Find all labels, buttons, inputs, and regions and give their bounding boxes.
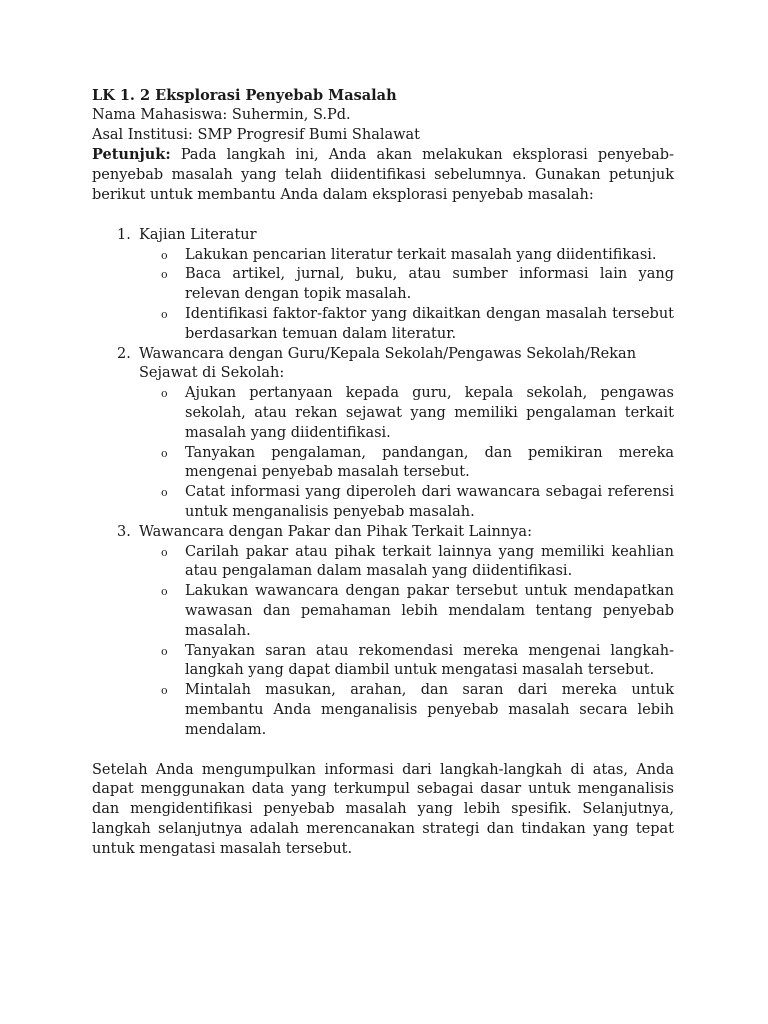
bullet-icon: o (161, 684, 168, 698)
conclusion-paragraph: Setelah Anda mengumpulkan informasi dari langkah-langkah di atas, Anda dapat menggunakan data yang terkumpul sebagai dasar untuk menganalisis dan mengidentifikasi penyebab masalah yang lebih spesifik. Selanjutnya, langkah selanjutnya adalah merencanakan strategi dan tindakan yang tepat untuk mengatasi masalah tersebut. (92, 761, 674, 857)
step-title: Wawancara dengan Guru/Kepala Sekolah/Pengawas Sekolah/Rekan Sejawat di Sekolah: (139, 345, 637, 382)
step-subitems (139, 246, 674, 345)
list-item (139, 642, 674, 682)
step-number: 3. (117, 523, 131, 540)
list-item (139, 444, 674, 484)
bullet-icon: o (161, 585, 168, 599)
list-item-text: Carilah pakar atau pihak terkait lainnya yang memiliki keahlian atau pengalaman dalam masalah yang diidentifikasi. (185, 543, 674, 580)
list-item (139, 543, 674, 583)
bullet-icon: o (161, 387, 168, 401)
step-number: 2. (117, 345, 131, 362)
list-item (139, 582, 674, 641)
steps-list (92, 226, 674, 741)
institution-name: Asal Institusi: SMP Progresif Bumi Shalawat (92, 126, 420, 143)
list-item (139, 483, 674, 523)
list-item (139, 384, 674, 443)
bullet-icon: o (161, 248, 168, 262)
list-item-text: Ajukan pertanyaan kepada guru, kepala sekolah, pengawas sekolah, atau rekan sejawat yang memiliki pengalaman terkait masalah yang diidentifikasi. (185, 385, 674, 441)
list-item-text: Catat informasi yang diperoleh dari wawancara sebagai referensi untuk menganalisis penyebab masalah. (185, 484, 674, 520)
spacer (92, 741, 674, 761)
document-page (92, 86, 674, 859)
list-item-text: Baca artikel, jurnal, buku, atau sumber informasi lain yang relevan dengan topik masalah. (185, 266, 674, 303)
instructions-label: Petunjuk: (92, 146, 171, 164)
document-title: LK 1. 2 Eksplorasi Penyebab Masalah (92, 87, 397, 104)
list-item (139, 265, 674, 305)
list-item-text: Mintalah masukan, arahan, dan saran dari mereka untuk membantu Anda menganalisis penyebab masalah secara lebih mendalam. (185, 682, 674, 738)
bullet-icon: o (161, 446, 168, 460)
bullet-icon: o (161, 545, 168, 559)
step-subitems (139, 384, 674, 523)
list-item-text: Identifikasi faktor-faktor yang dikaitkan dengan masalah tersebut berdasarkan temuan dalam literatur. (185, 305, 674, 342)
step-number: 1. (117, 226, 131, 243)
list-item (139, 305, 674, 345)
step-title: Kajian Literatur (139, 226, 257, 243)
instructions-paragraph (92, 145, 674, 205)
bullet-icon: o (161, 307, 168, 321)
instructions-text: Pada langkah ini, Anda akan melakukan eksplorasi penyebab-penyebab masalah yang telah diidentifikasi sebelumnya. Gunakan petunjuk berikut untuk membantu Anda dalam eksplorasi penyebab masalah: (92, 147, 674, 203)
bullet-icon: o (161, 486, 168, 500)
list-item (139, 681, 674, 740)
step-item (92, 226, 674, 345)
list-item (139, 246, 674, 266)
spacer (92, 206, 674, 226)
step-subitems (139, 543, 674, 741)
list-item-text: Lakukan wawancara dengan pakar tersebut untuk mendapatkan wawasan dan pemahaman lebih mendalam tentang penyebab masalah. (185, 583, 674, 639)
bullet-icon: o (161, 268, 168, 282)
list-item-text: Tanyakan saran atau rekomendasi mereka mengenai langkah-langkah yang dapat diambil untuk mengatasi masalah tersebut. (185, 642, 674, 679)
student-name: Nama Mahasiswa: Suhermin, S.Pd. (92, 106, 351, 123)
bullet-icon: o (161, 644, 168, 658)
list-item-text: Tanyakan pengalaman, pandangan, dan pemikiran mereka mengenai penyebab masalah tersebut. (185, 444, 674, 481)
step-item (92, 345, 674, 523)
list-item-text: Lakukan pencarian literatur terkait masalah yang diidentifikasi. (185, 246, 657, 263)
step-item (92, 523, 674, 741)
step-title: Wawancara dengan Pakar dan Pihak Terkait Lainnya: (139, 523, 532, 540)
